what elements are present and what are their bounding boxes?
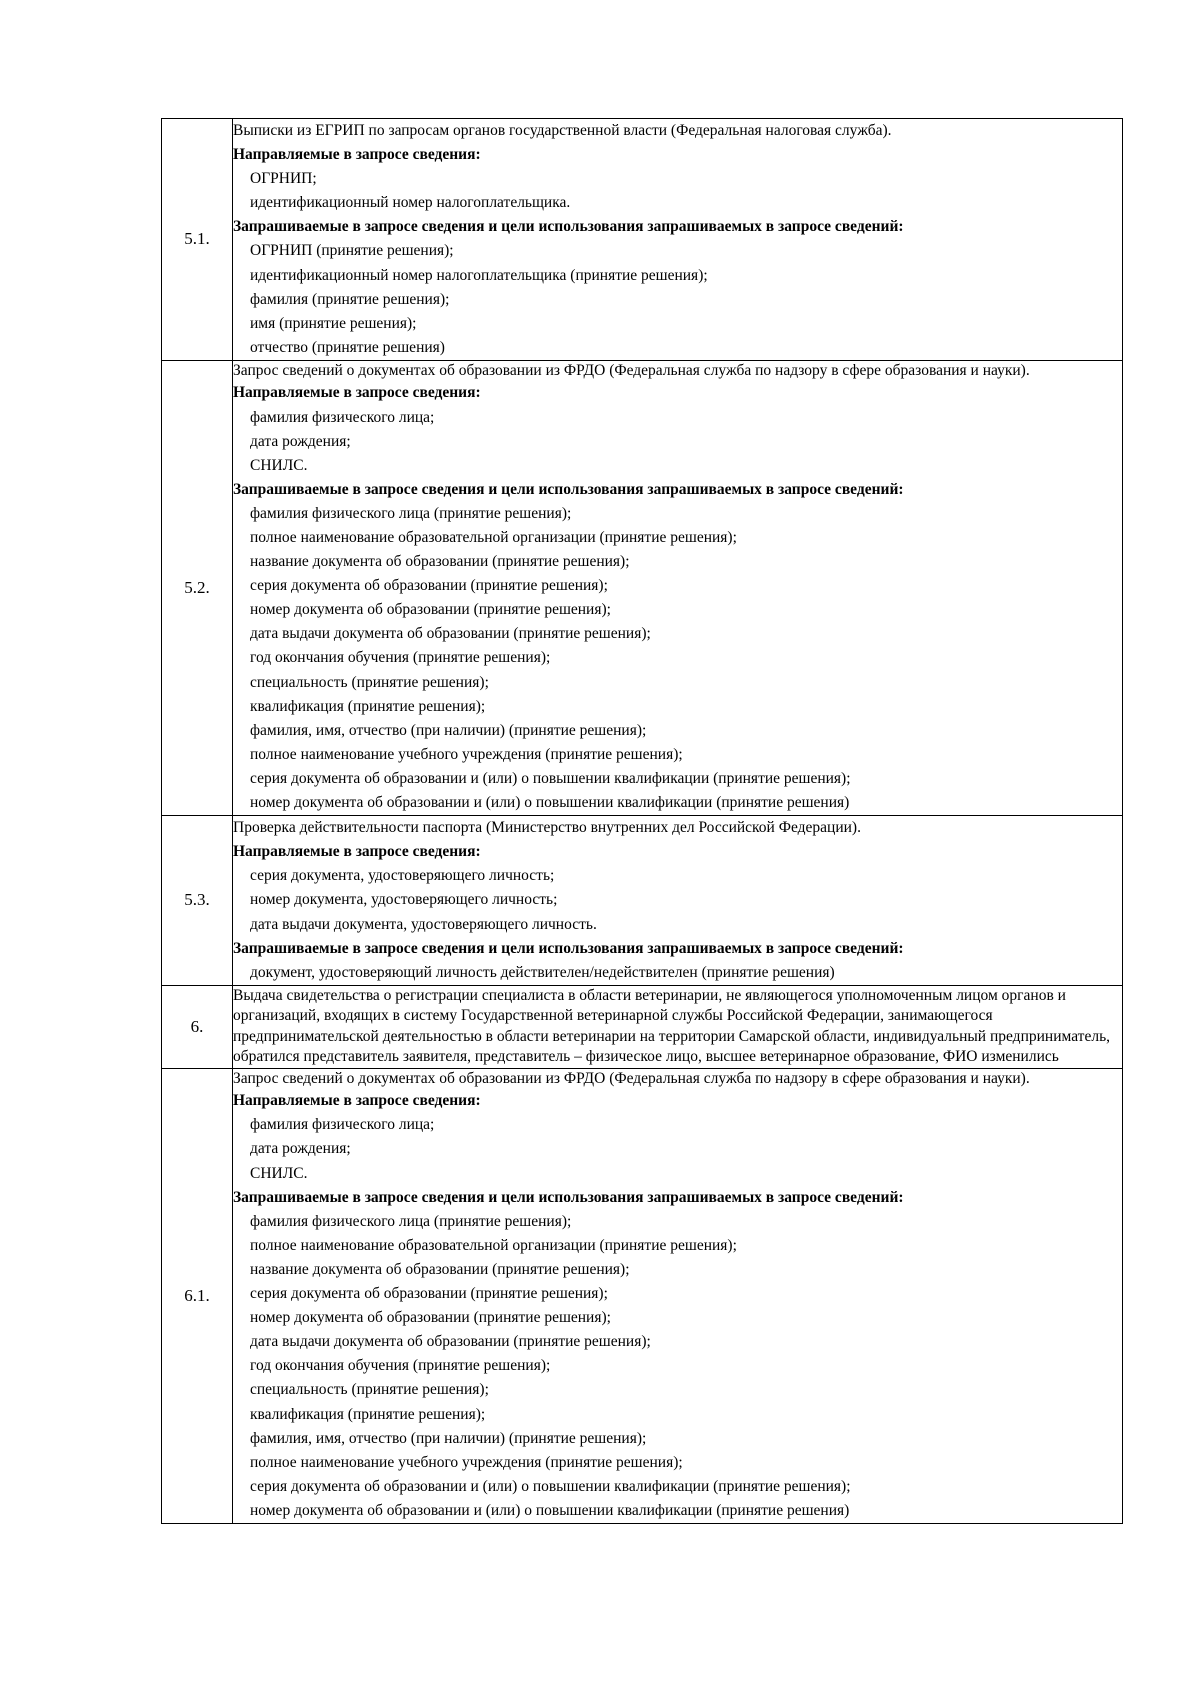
table-row (162, 985, 1123, 1068)
list-item: номер документа об образовании (принятие решения); (250, 1309, 611, 1327)
list-item: ОГРНИП (принятие решения); (250, 242, 454, 260)
list-item: отчество (принятие решения) (250, 338, 445, 356)
list-item: фамилия физического лица (принятие решения); (250, 504, 572, 522)
list-item: фамилия, имя, отчество (при наличии) (принятие решения); (250, 1429, 647, 1447)
list-item: дата выдачи документа об образовании (принятие решения); (250, 625, 651, 643)
sent-heading: Направляемые в запросе сведения: (233, 146, 481, 164)
list-item: дата рождения; (250, 432, 351, 450)
row-content (233, 1068, 1123, 1523)
list-item: название документа об образовании (принятие решения); (250, 553, 630, 571)
list-item: ОГРНИП; (250, 170, 317, 188)
list-item: специальность (принятие решения); (250, 673, 489, 691)
sent-heading: Направляемые в запросе сведения: (233, 843, 481, 861)
row-title: Запрос сведений о документах об образовании из ФРДО (Федеральная служба по надзору в сфере образования и науки). (233, 361, 1030, 379)
row-content (233, 119, 1123, 361)
list-item: идентификационный номер налогоплательщика (принятие решения); (250, 266, 708, 284)
list-item: фамилия (принятие решения); (250, 290, 450, 308)
list-item: дата выдачи документа, удостоверяющего личность. (250, 915, 597, 933)
list-item: фамилия физического лица; (250, 1116, 435, 1134)
list-item: имя (принятие решения); (250, 314, 417, 332)
row-content (233, 985, 1123, 1068)
row-number: 6. (162, 985, 233, 1068)
table-row (162, 816, 1123, 986)
list-item: фамилия, имя, отчество (при наличии) (принятие решения); (250, 721, 647, 739)
list-item: документ, удостоверяющий личность действителен/недействителен (принятие решения) (250, 963, 835, 981)
table-row (162, 119, 1123, 361)
row-title: Выписки из ЕГРИП по запросам органов государственной власти (Федеральная налоговая служба). (233, 122, 892, 139)
list-item: серия документа об образовании (принятие решения); (250, 577, 608, 595)
row-content (233, 816, 1123, 986)
list-item: СНИЛС. (250, 1164, 308, 1182)
list-item: специальность (принятие решения); (250, 1381, 489, 1399)
list-item: дата рождения; (250, 1140, 351, 1158)
requested-heading: Запрашиваемые в запросе сведения и цели использования запрашиваемых в запросе сведений: (233, 480, 904, 498)
list-item: полное наименование учебного учреждения (принятие решения); (250, 1453, 683, 1471)
row-number: 5.2. (162, 360, 233, 815)
list-item: название документа об образовании (принятие решения); (250, 1260, 630, 1278)
list-item: серия документа об образовании и (или) о повышении квалификации (принятие решения); (250, 1477, 851, 1495)
list-item: фамилия физического лица; (250, 408, 435, 426)
requests-table (161, 118, 1123, 1524)
list-item: полное наименование образовательной организации (принятие решения); (250, 1236, 737, 1254)
table-row (162, 1068, 1123, 1523)
sent-heading: Направляемые в запросе сведения: (233, 1092, 481, 1110)
requested-heading: Запрашиваемые в запросе сведения и цели использования запрашиваемых в запросе сведений: (233, 1188, 904, 1206)
list-item: идентификационный номер налогоплательщика. (250, 194, 571, 212)
list-item: серия документа об образовании (принятие решения); (250, 1285, 608, 1303)
list-item: квалификация (принятие решения); (250, 1405, 486, 1423)
list-item: серия документа об образовании и (или) о повышении квалификации (принятие решения); (250, 769, 851, 787)
list-item: СНИЛС. (250, 456, 308, 474)
sent-heading: Направляемые в запросе сведения: (233, 384, 481, 402)
list-item: полное наименование образовательной организации (принятие решения); (250, 529, 737, 546)
list-item: номер документа, удостоверяющего личность; (250, 891, 558, 909)
row-content (233, 360, 1123, 815)
list-item: номер документа об образовании (принятие решения); (250, 601, 611, 619)
list-item: номер документа об образовании и (или) о повышении квалификации (принятие решения) (250, 794, 850, 812)
row-title: Выдача свидетельства о регистрации специалиста в области ветеринарии, не являющегося уполномоченным лицом органов и организаций, входящих в систему Государственной ветеринарной службы Российской Федерации, занимающегося предпринимательской деятельностью в области ветеринарии на территории Самарской области, индивидуальный предприниматель, обратился представитель заявителя, представитель – физическое лицо, высшее ветеринарное образование, ФИО изменились (233, 986, 1111, 1066)
list-item: номер документа об образовании и (или) о повышении квалификации (принятие решения) (250, 1501, 850, 1519)
requested-heading: Запрашиваемые в запросе сведения и цели использования запрашиваемых в запросе сведений: (233, 218, 904, 236)
list-item: серия документа, удостоверяющего личность; (250, 867, 555, 885)
list-item: полное наименование учебного учреждения (принятие решения); (250, 745, 683, 763)
table-row (162, 360, 1123, 815)
list-item: дата выдачи документа об образовании (принятие решения); (250, 1333, 651, 1351)
row-number: 5.3. (162, 816, 233, 986)
requested-heading: Запрашиваемые в запросе сведения и цели использования запрашиваемых в запросе сведений: (233, 939, 904, 957)
list-item: год окончания обучения (принятие решения); (250, 649, 551, 667)
row-title: Проверка действительности паспорта (Министерство внутренних дел Российской Федерации). (233, 819, 861, 837)
row-number: 5.1. (162, 119, 233, 361)
row-number: 6.1. (162, 1068, 233, 1523)
list-item: квалификация (принятие решения); (250, 697, 486, 715)
list-item: фамилия физического лица (принятие решения); (250, 1212, 572, 1230)
list-item: год окончания обучения (принятие решения); (250, 1357, 551, 1375)
row-title: Запрос сведений о документах об образовании из ФРДО (Федеральная служба по надзору в сфере образования и науки). (233, 1069, 1030, 1087)
